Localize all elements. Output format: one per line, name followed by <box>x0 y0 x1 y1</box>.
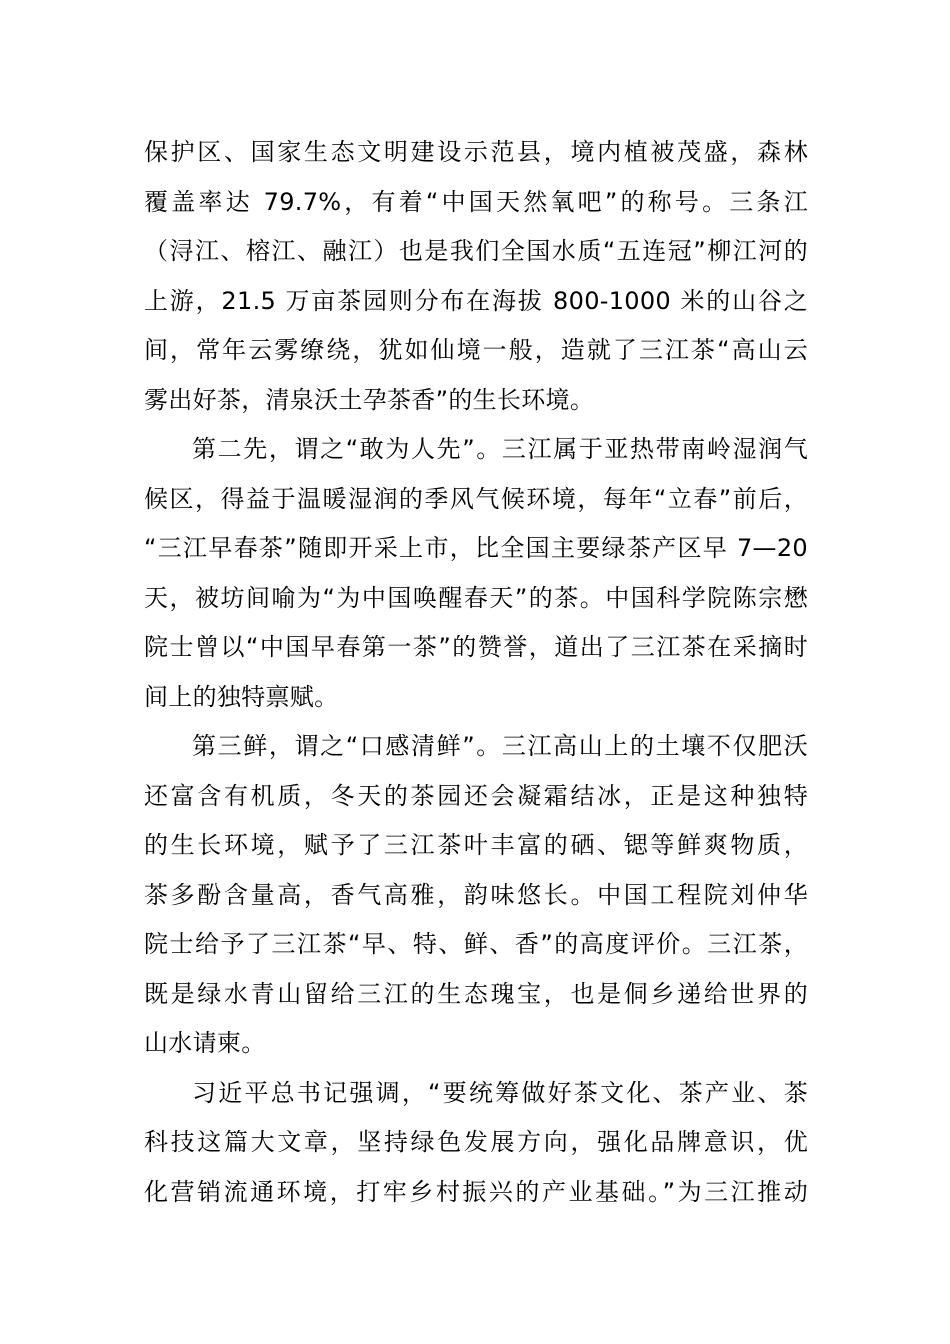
text-line: 科技这篇大文章，坚持绿色发展方向，强化品牌意识，优 <box>144 1128 808 1156</box>
text-line: 间，常年云雾缭绕，犹如仙境一般，造就了三江茶“高山云 <box>144 336 808 364</box>
text-line: 还富含有机质，冬天的茶园还会凝霜结冰，正是这种独特 <box>144 781 808 810</box>
text-line: 第二先，谓之“敢为人先”。三江属于亚热带南岭湿润气 <box>192 435 808 463</box>
text-line: 山水请柬。 <box>144 1029 266 1057</box>
text-line: 习近平总书记强调，“要统筹做好茶文化、茶产业、茶 <box>192 1078 808 1107</box>
text-line: 化营销流通环境，打牢乡村振兴的产业基础。”为三江推动 <box>144 1177 808 1206</box>
paragraph-4 <box>144 1069 808 1218</box>
text-line: 覆盖率达 79.7%，有着“中国天然氧吧”的称号。三条江 <box>144 187 808 216</box>
paragraph-3 <box>144 722 808 1069</box>
text-line: 院士给予了三江茶“早、特、鲜、香”的高度评价。三江茶， <box>144 930 808 958</box>
text-line: 上游，21.5 万亩茶园则分布在海拔 800-1000 米的山谷之 <box>144 286 808 315</box>
text-line: 间上的独特禀赋。 <box>144 682 339 711</box>
text-line: （浔江、榕江、融江）也是我们全国水质“五连冠”柳江河的 <box>144 237 808 265</box>
text-line: 候区，得益于温暖湿润的季风气候环境，每年“立春”前后， <box>144 484 808 513</box>
paragraph-2 <box>144 425 808 722</box>
text-line: 保护区、国家生态文明建设示范县，境内植被茂盛，森林 <box>144 138 808 166</box>
text-line: 第三鲜，谓之“口感清鲜”。三江高山上的土壤不仅肥沃 <box>192 732 808 760</box>
text-line: “三江早春茶”随即开采上市，比全国主要绿茶产区早 7—20 <box>144 534 808 562</box>
document-body <box>144 128 808 1217</box>
text-line: 茶多酚含量高，香气高雅，韵味悠长。中国工程院刘仲华 <box>144 880 808 909</box>
text-line: 天，被坊间喻为“为中国唤醒春天”的茶。中国科学院陈宗懋 <box>144 583 808 612</box>
text-line: 院士曾以“中国早春第一茶”的赞誉，道出了三江茶在采摘时 <box>144 633 808 661</box>
text-line: 的生长环境，赋予了三江茶叶丰富的硒、锶等鲜爽物质， <box>144 831 808 859</box>
text-line: 雾出好茶，清泉沃土孕茶香”的生长环境。 <box>144 385 595 414</box>
text-line: 既是绿水青山留给三江的生态瑰宝，也是侗乡递给世界的 <box>144 979 808 1008</box>
paragraph-1 <box>144 128 808 425</box>
